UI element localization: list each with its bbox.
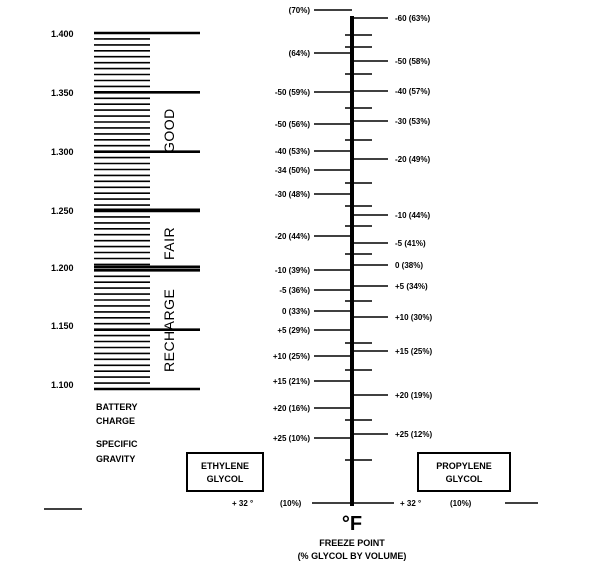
ethylene-bottom-pct: (10%): [280, 499, 302, 508]
propylene-bottom-temp: + 32 °: [400, 499, 422, 508]
ethylene-label: -40 (53%): [274, 147, 310, 156]
propylene-box-label: GLYCOL: [445, 474, 483, 484]
propylene-label: +20 (19%): [395, 391, 433, 400]
battery-caption: GRAVITY: [96, 454, 136, 464]
battery-tick-label: 1.250: [51, 206, 74, 216]
freeze-caption: FREEZE POINT: [319, 538, 385, 548]
battery-scale-ticks: [94, 33, 200, 389]
propylene-glycol-box: [418, 453, 510, 491]
ethylene-label: -20 (44%): [274, 232, 310, 241]
propylene-labels: [395, 14, 432, 439]
battery-tick-label: 1.350: [51, 88, 74, 98]
freeze-caption: (% GLYCOL BY VOLUME): [297, 551, 407, 561]
battery-tick-label: 1.150: [51, 321, 74, 331]
propylene-label: -30 (53%): [395, 117, 431, 126]
ethylene-label: -34 (50%): [274, 166, 310, 175]
ethylene-label: (70%): [288, 6, 310, 15]
ethylene-label: (64%): [288, 49, 310, 58]
propylene-label: -50 (58%): [395, 57, 431, 66]
battery-tick-label: 1.200: [51, 263, 74, 273]
ethylene-label: +10 (25%): [272, 352, 310, 361]
propylene-label: -20 (49%): [395, 155, 431, 164]
battery-caption: SPECIFIC: [96, 439, 138, 449]
ethylene-label: -30 (48%): [274, 190, 310, 199]
ethylene-label: -10 (39%): [274, 266, 310, 275]
battery-tick-label: 1.300: [51, 147, 74, 157]
propylene-label: +25 (12%): [395, 430, 433, 439]
zone-label-good: GOOD: [161, 108, 177, 153]
ethylene-box-label: ETHYLENE: [200, 461, 250, 471]
ethylene-label: +20 (16%): [272, 404, 310, 413]
ethylene-label: -50 (59%): [274, 88, 310, 97]
battery-caption: CHARGE: [96, 416, 136, 426]
propylene-label: +10 (30%): [395, 313, 433, 322]
propylene-bottom-pct: (10%): [450, 499, 472, 508]
ethylene-label: +15 (21%): [272, 377, 310, 386]
ethylene-label: +5 (29%): [277, 326, 310, 335]
ethylene-glycol-box: [187, 453, 263, 491]
ethylene-label: 0 (33%): [281, 307, 310, 316]
zone-label-recharge: RECHARGE: [161, 288, 177, 372]
propylene-label: +5 (34%): [395, 282, 428, 291]
propylene-label: +15 (25%): [395, 347, 433, 356]
ethylene-label: -50 (56%): [274, 120, 310, 129]
propylene-box-label: PROPYLENE: [436, 461, 492, 471]
ethylene-bottom-temp: + 32 °: [232, 499, 254, 508]
ethylene-box-label: GLYCOL: [206, 474, 244, 484]
zone-label-fair: FAIR: [161, 226, 177, 260]
battery-tick-label: 1.100: [51, 380, 74, 390]
ethylene-labels: [273, 6, 310, 443]
ethylene-label: +25 (10%): [272, 434, 310, 443]
propylene-label: -40 (57%): [395, 87, 431, 96]
propylene-label: -10 (44%): [395, 211, 431, 220]
battery-tick-label: 1.400: [51, 29, 74, 39]
battery-caption: BATTERY: [96, 402, 138, 412]
propylene-label: -60 (63%): [395, 14, 431, 23]
fahrenheit-unit: °F: [341, 513, 363, 535]
propylene-label: 0 (38%): [395, 261, 424, 270]
ethylene-label: -5 (36%): [279, 286, 310, 295]
propylene-label: -5 (41%): [395, 239, 426, 248]
